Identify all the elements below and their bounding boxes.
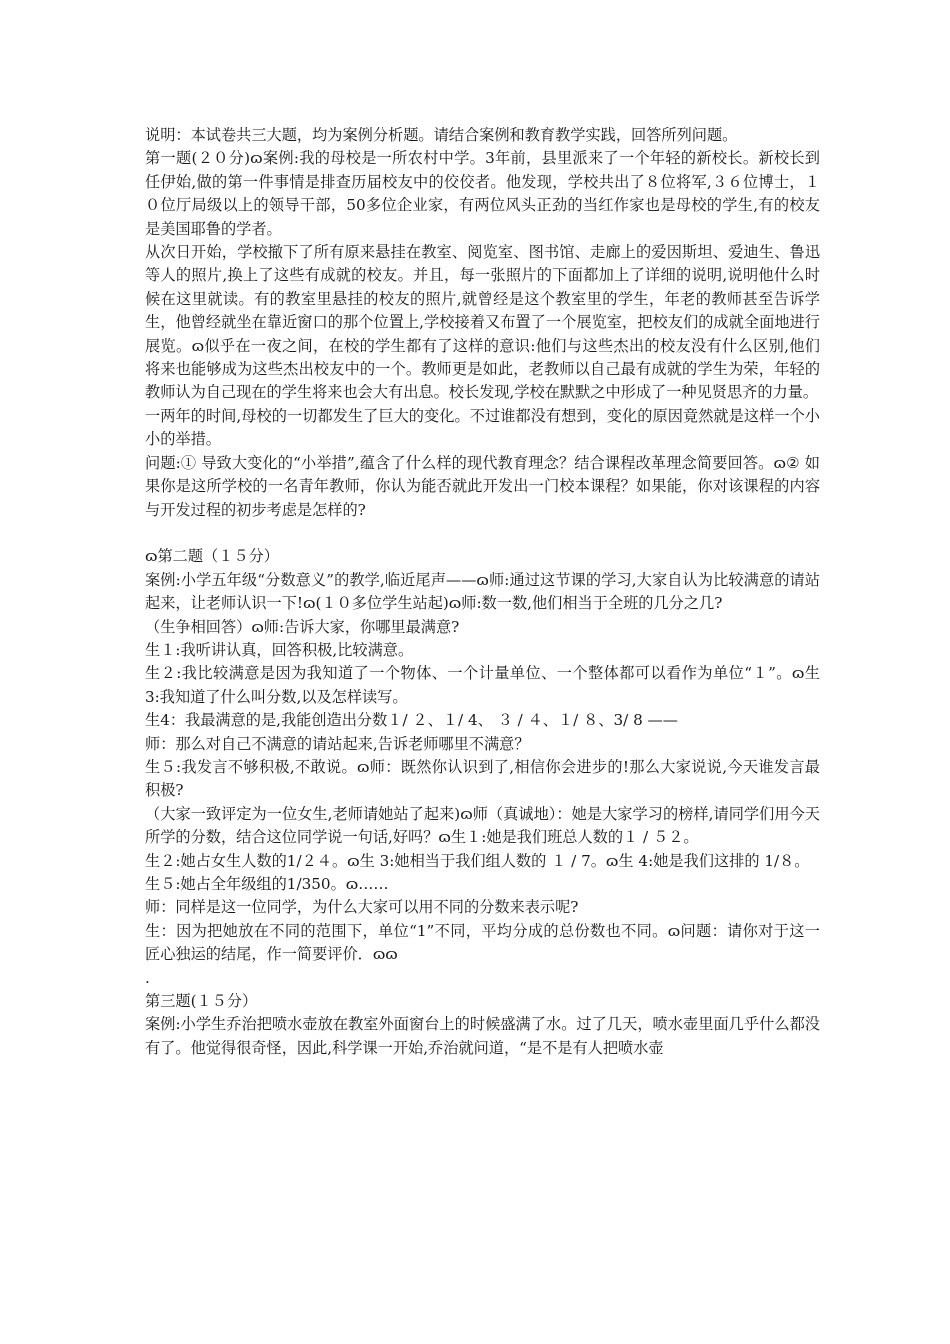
- document-page: [145, 124, 820, 1060]
- question-2-dialogue-line: （大家一致评定为一位女生,老师请她站了起来)ɷ师（真诚地）：她是大家学习的榜样,请同学们用今天所学的分数，结合这位同学说一句话,好吗？ɷ生１:她是我们班总人数的１ / ５２。: [145, 804, 820, 847]
- question-1-conclusion-paragraph: 一两年的时间,母校的一切都发生了巨大的变化。不过谁都没有想到，变化的原因竟然就是这样一个小小的举措。: [145, 406, 820, 449]
- question-2-dialogue-line: 生２:她占女生人数的1/２４。ɷ生 3:她相当于我们组人数的 １ / 7。ɷ生 4:她是我们这排的 1/８。: [145, 851, 810, 870]
- question-3-case-paragraph: 案例:小学生乔治把喷水壶放在教室外面窗台上的时候盛满了水。过了几天，喷水壶里面几乎什么都没有了。他觉得很奇怪，因此,科学课一开始,乔治就问道，“是不是有人把喷水壶: [145, 1015, 820, 1057]
- question-2-heading: ɷ第二题（１５分）: [145, 547, 279, 566]
- question-2-dialogue-line: （生争相回答）ɷ师:告诉大家，你哪里最满意?: [145, 617, 460, 636]
- instructions-paragraph: 说明：本试卷共三大题，均为案例分析题。请结合案例和教育教学实践，回答所列问题。: [145, 126, 738, 144]
- question-1-body-paragraph: 从次日开始，学校撤下了所有原来悬挂在教室、阅览室、图书馆、走廊上的爱因斯坦、爱迪生、鲁迅等人的照片,换上了这些有成就的校友。并且，每一张照片的下面都加上了详细的说明,说明他什么时候在这里就读。有的教室里悬挂的校友的照片,就曾经是这个教室里的学生，年老的教师甚至告诉学生，他曾经就坐在靠近窗口的那个位置上,学校接着又布置了一个展览室，把校友们的成就全面地进行展览。ɷ似乎在一夜之间，在校的学生都有了这样的意识:他们与这些杰出的校友没有什么区别,他们将来也能够成为这些杰出校友中的一个。教师更是如此，老教师以自己最有成就的学生为荣，年轻的教师认为自己现在的学生将来也会大有出息。校长发现,学校在默默之中形成了一种见贤思齐的力量。: [145, 243, 820, 402]
- question-2-prompt-paragraph: 生：因为把她放在不同的范围下，单位“1”不同，平均分成的总份数也不同。ɷ问题：请你对于这一匠心独运的结尾，作一简要评价．ɷɷ: [145, 921, 820, 964]
- question-2-dialogue-line: 生4：我最满意的是,我能创造出分数１/ ２、１/ 4、 ３ / ４、１/ ８、3/ 8 ——: [145, 711, 678, 730]
- question-2-case-paragraph: 案例:小学五年级“分数意义”的教学,临近尾声——ɷ师:通过这节课的学习,大家自认为比较满意的请站起来，让老师认识一下!ɷ(１０多位学生站起)ɷ师:数一数,他们相当于全班的几分之几?: [145, 570, 820, 613]
- separator-dot: .: [145, 968, 150, 987]
- question-2-dialogue-line: 师：那么对自己不满意的请站起来,告诉老师哪里不满意？: [145, 734, 530, 753]
- question-2-dialogue-line: 生５:她占全年级组的1/350。ɷ……: [145, 874, 389, 893]
- blank-line: [145, 522, 820, 545]
- question-1-prompt-paragraph: 问题:① 导致大变化的“小举措”,蕴含了什么样的现代教育理念？结合课程改革理念简要回答。ɷ② 如果你是这所学校的一名青年教师，你认为能否就此开发出一门校本课程？如果能，你对该课程的内容与开发过程的初步考虑是怎样的?: [145, 453, 820, 519]
- question-2-dialogue-line: 师：同样是这一位同学，为什么大家可以用不同的分数来表示呢?: [145, 898, 579, 917]
- question-2-dialogue-line: 生２:我比较满意是因为我知道了一个物体、一个计量单位、一个整体都可以看作为单位“１”。ɷ生 3:我知道了什么叫分数,以及怎样读写。: [145, 664, 820, 706]
- question-2-dialogue-line: 生１:我听讲认真，回答积极,比较满意。: [145, 640, 414, 659]
- question-1-case-paragraph: 第一题(２０分)ɷ案例:我的母校是一所农村中学。3年前，县里派来了一个年轻的新校长。新校长到任伊始,做的第一件事情是排查历届校友中的佼佼者。他发现，学校共出了８位将军,３６位博士，１０位厅局级以上的领导干部，50多位企业家，有两位风头正劲的当红作家也是母校的学生,有的校友是美国耶鲁的学者。: [145, 149, 820, 238]
- question-2-dialogue-line: 生５:我发言不够积极,不敢说。ɷ师：既然你认识到了,相信你会进步的!那么大家说说,今天谁发言最积极?: [145, 757, 820, 800]
- question-3-heading: 第三题(１５分）: [145, 992, 258, 1011]
